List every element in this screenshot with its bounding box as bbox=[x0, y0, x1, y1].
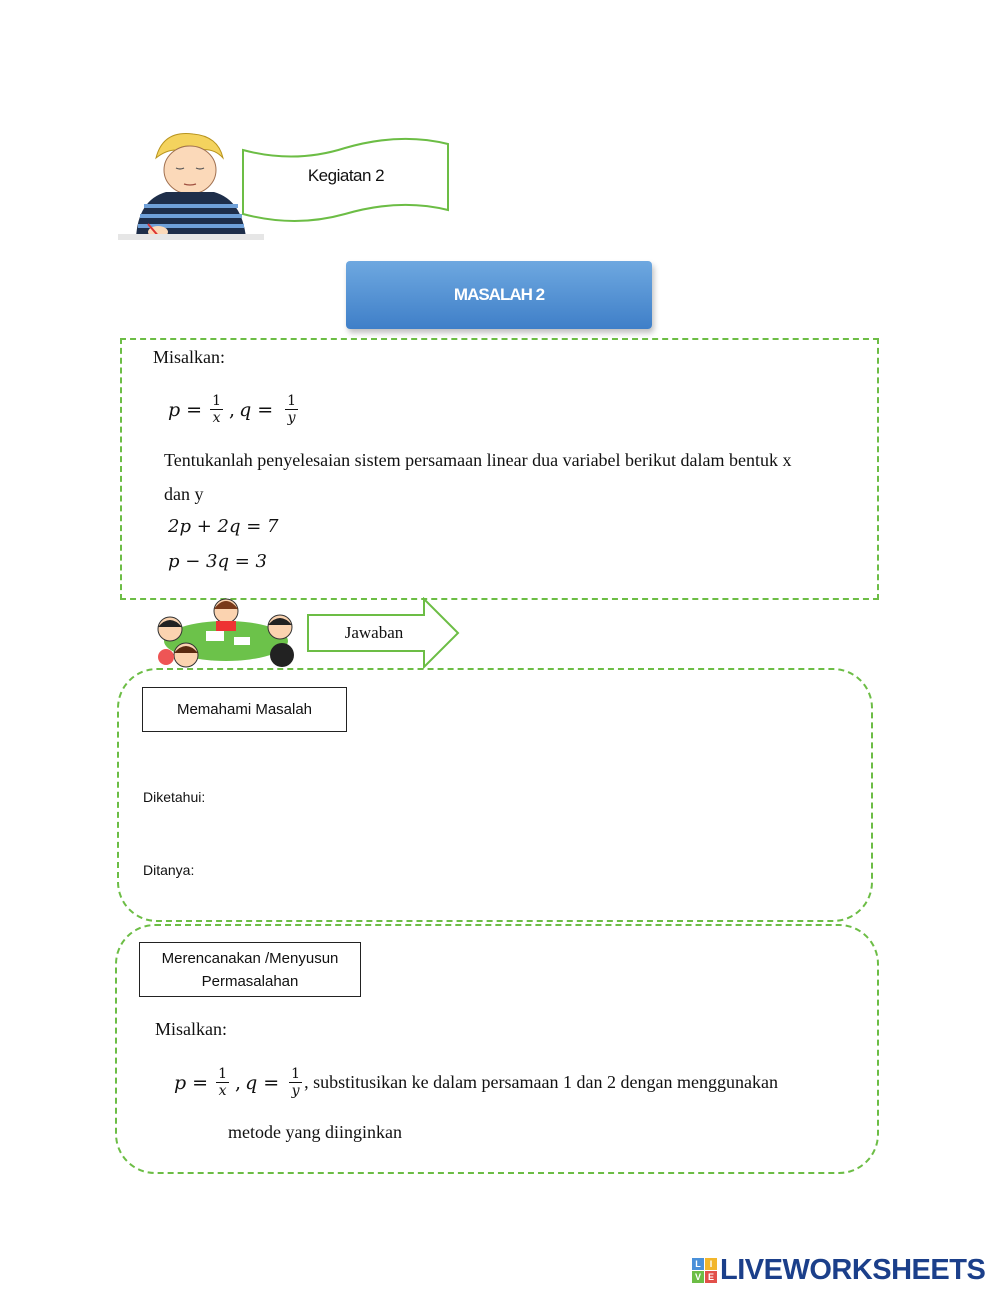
equation-1: 2p + 2q = 7 bbox=[168, 516, 279, 537]
plan-fraction-one-over-x: $\frac{1}{x}$ bbox=[218, 1066, 228, 1099]
activity-banner-title: Kegiatan 2 bbox=[307, 166, 385, 185]
plan-method-line: metode yang diinginkan bbox=[228, 1122, 402, 1142]
plan-substitution-text: , substitusikan ke dalam persamaan 1 dan 2 dengan menggunakan bbox=[304, 1072, 778, 1092]
activity-banner bbox=[240, 136, 452, 222]
equation-2: p − 3q = 3 bbox=[168, 551, 267, 572]
live-logo-icon: L I V E bbox=[692, 1258, 717, 1283]
answer-arrow bbox=[306, 597, 462, 669]
problem-intro: Misalkan: bbox=[153, 347, 225, 367]
plan-q-variable: q bbox=[245, 1071, 258, 1094]
understand-problem-label: Memahami Masalah bbox=[142, 687, 347, 732]
asked-label: Ditanya: bbox=[143, 862, 195, 878]
task-line-2: dan y bbox=[164, 484, 204, 504]
plan-p-variable: p bbox=[174, 1071, 187, 1094]
answer-arrow-label: Jawaban bbox=[344, 623, 404, 642]
p-variable: p bbox=[168, 398, 181, 421]
kids-group-illustration bbox=[142, 597, 310, 669]
known-label: Diketahui: bbox=[143, 789, 206, 805]
problem-heading: MASALAH 2 bbox=[346, 261, 652, 329]
plan-label: Merencanakan /Menyusun Permasalahan bbox=[139, 942, 361, 997]
task-line-1: Tentukanlah penyelesaian sistem persamaan linear dua variabel berikut dalam bentuk x bbox=[164, 450, 792, 470]
liveworksheets-logo bbox=[692, 1254, 985, 1287]
liveworksheets-wordmark: LIVEWORKSHEETS bbox=[720, 1254, 986, 1286]
plan-intro: Misalkan: bbox=[155, 1019, 227, 1039]
fraction-one-over-y: $\frac{1}{y}$ bbox=[287, 393, 297, 426]
plan-substitution-line: p = $\frac{1}{x}$ , q = $\frac{1}{y}$ , substitusikan ke dalam persamaan 1 dan 2 dengan menggunakan bbox=[174, 1066, 778, 1099]
q-variable: q bbox=[239, 398, 252, 421]
substitution-definition: p = $\frac{1}{x}$ , q = $\frac{1}{y}$ bbox=[168, 393, 297, 426]
plan-fraction-one-over-y: $\frac{1}{y}$ bbox=[291, 1066, 301, 1099]
fraction-one-over-x: $\frac{1}{x}$ bbox=[212, 393, 222, 426]
